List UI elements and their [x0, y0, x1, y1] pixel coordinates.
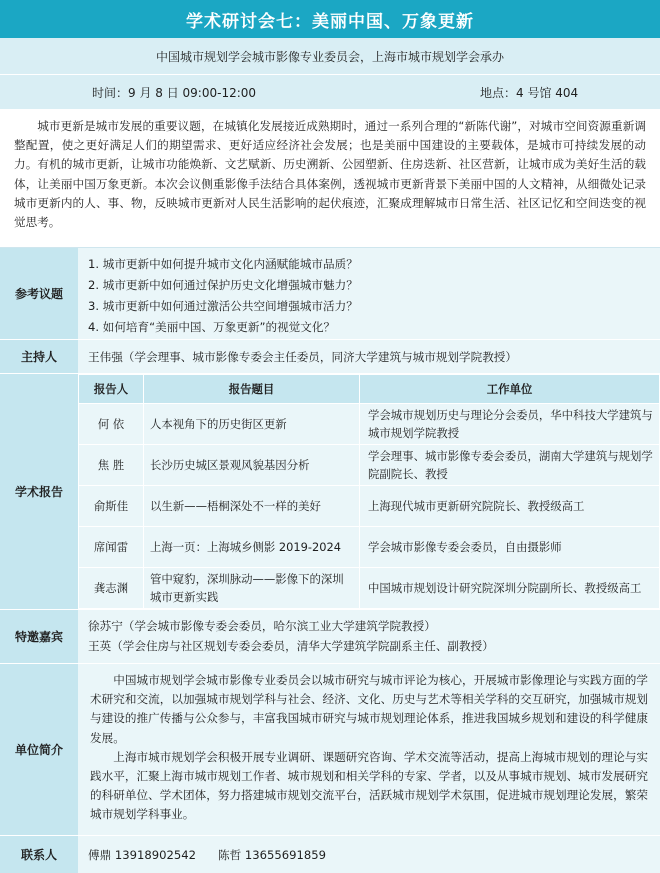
speaker-name: 龚志渊	[79, 568, 144, 609]
host-section	[0, 340, 660, 374]
event-place: 地点：4 号馆 404	[480, 85, 579, 100]
contact-section	[0, 836, 660, 873]
speaker-organization: 中国城市规划设计研究院深圳分院副所长、教授级高工	[360, 568, 660, 609]
contact-person: 傅鼎 13918902542	[88, 847, 197, 862]
reports-label: 学术报告	[0, 374, 78, 609]
guest-item: 徐苏宁（学会城市影像专委会委员，哈尔滨工业大学建筑学院教授）	[88, 619, 436, 633]
host-label: 主持人	[0, 340, 78, 373]
column-header-speaker: 报告人	[79, 375, 144, 404]
time-place-row	[0, 75, 660, 110]
event-time: 时间：9 月 8 日 09:00-12:00	[92, 85, 257, 100]
report-topic: 人本视角下的历史街区更新	[144, 404, 360, 445]
reports-section	[0, 374, 660, 610]
unit-paragraph: 中国城市规划学会城市影像专业委员会以城市研究与城市评论为核心，开展城市影像理论与实践方面的学术研究和交流，以加强城市规划学科与社会、经济、文化、历史与艺术等相关学科的交互研究，加强城市规划与建设的推广传播与公众参与，丰富我国城市研究与城市规划理论体系，推进我国城乡规划和建设的科学健康发展。	[90, 673, 648, 745]
page-title: 学术研讨会七：美丽中国、万象更新	[0, 0, 660, 38]
table-row	[79, 568, 660, 609]
speaker-organization: 学会理事、城市影像专委会委员，湖南大学建筑与规划学院副院长、教授	[360, 445, 660, 486]
speaker-organization: 上海现代城市更新研究院院长、教授级高工	[360, 486, 660, 527]
host-text: 王伟强（学会理事、城市影像专委会主任委员，同济大学建筑与城市规划学院教授）	[78, 340, 660, 373]
guests-section	[0, 610, 660, 664]
column-header-topic: 报告题目	[144, 375, 360, 404]
speaker-organization: 学会城市影像专委会委员，自由摄影师	[360, 527, 660, 568]
speaker-organization: 学会城市规划历史与理论分会委员，华中科技大学建筑与城市规划学院教授	[360, 404, 660, 445]
topics-label: 参考议题	[0, 248, 78, 339]
table-row	[79, 404, 660, 445]
speaker-name: 席闻雷	[79, 527, 144, 568]
reports-table	[78, 374, 660, 609]
report-topic: 上海一页：上海城乡侧影 2019-2024	[144, 527, 360, 568]
topic-item: 1. 城市更新中如何提升城市文化内涵赋能城市品质？	[88, 257, 358, 271]
table-row	[79, 445, 660, 486]
reports-table-wrap	[78, 374, 660, 609]
unit-paragraph: 上海市城市规划学会积极开展专业调研、课题研究咨询、学术交流等活动，提高上海城市规划的理论与实践水平，汇聚上海市城市规划工作者、城市规划和相关学科的专家、学者，以及从事城市规划、城市发展研究的科研单位、学术团体，努力搭建城市规划交流平台，活跃城市规划学术氛围，促进城市规划理论发展，繁荣城市规划学科事业。	[90, 749, 648, 822]
contact-person: 陈哲 13655691859	[218, 847, 327, 862]
speaker-name: 何 依	[79, 404, 144, 445]
table-row	[79, 486, 660, 527]
organizer-line: 中国城市规划学会城市影像专业委员会，上海市城市规划学会承办	[0, 38, 660, 75]
report-topic: 长沙历史城区景观风貌基因分析	[144, 445, 360, 486]
topic-item: 2. 城市更新中如何通过保护历史文化增强城市魅力？	[88, 278, 358, 292]
speaker-name: 焦 胜	[79, 445, 144, 486]
intro-paragraph: 城市更新是城市发展的重要议题，在城镇化发展接近成熟期时，通过一系列合理的“新陈代谢”，对城市空间资源重新调整配置，使之更好满足人们的期望需求、更好适应经济社会发展；也是美丽中国建设的主要载体，是城市可持续发展的动力。有机的城市更新，让城市功能焕新、文艺赋新、历史溯新、公园塑新、住房迭新、社区营新，让城市成为美好生活的载体，让美丽中国万象更新。本次会议侧重影像手法结合具体案例，透视城市更新背景下美丽中国的人文精神，从细微处记录城市更新内的人、事、物，反映城市更新对人民生活影响的起伏痕迹，汇聚成理解城市日常生活、社区记忆和空间迭变的视觉思考。	[0, 110, 660, 248]
column-header-organization: 工作单位	[360, 375, 660, 404]
topic-item: 3. 城市更新中如何通过激活公共空间增强城市活力？	[88, 299, 358, 313]
topics-section	[0, 248, 660, 340]
table-row	[79, 527, 660, 568]
units-text	[78, 664, 660, 835]
contact-label: 联系人	[0, 836, 78, 873]
guests-label: 特邀嘉宾	[0, 610, 78, 663]
topics-list	[78, 248, 660, 339]
speaker-name: 俞斯佳	[79, 486, 144, 527]
units-label: 单位简介	[0, 664, 78, 835]
report-topic: 管中窥豹，深圳脉动——影像下的深圳城市更新实践	[144, 568, 360, 609]
table-header-row	[79, 375, 660, 404]
topic-item: 4. 如何培育“美丽中国、万象更新”的视觉文化？	[88, 320, 336, 334]
guests-list	[78, 610, 660, 663]
units-section	[0, 664, 660, 836]
guest-item: 王英（学会住房与社区规划专委会委员，清华大学建筑学院副系主任、副教授）	[88, 639, 494, 653]
contact-people	[78, 836, 660, 873]
report-topic: 以生新——梧桐深处不一样的美好	[144, 486, 360, 527]
